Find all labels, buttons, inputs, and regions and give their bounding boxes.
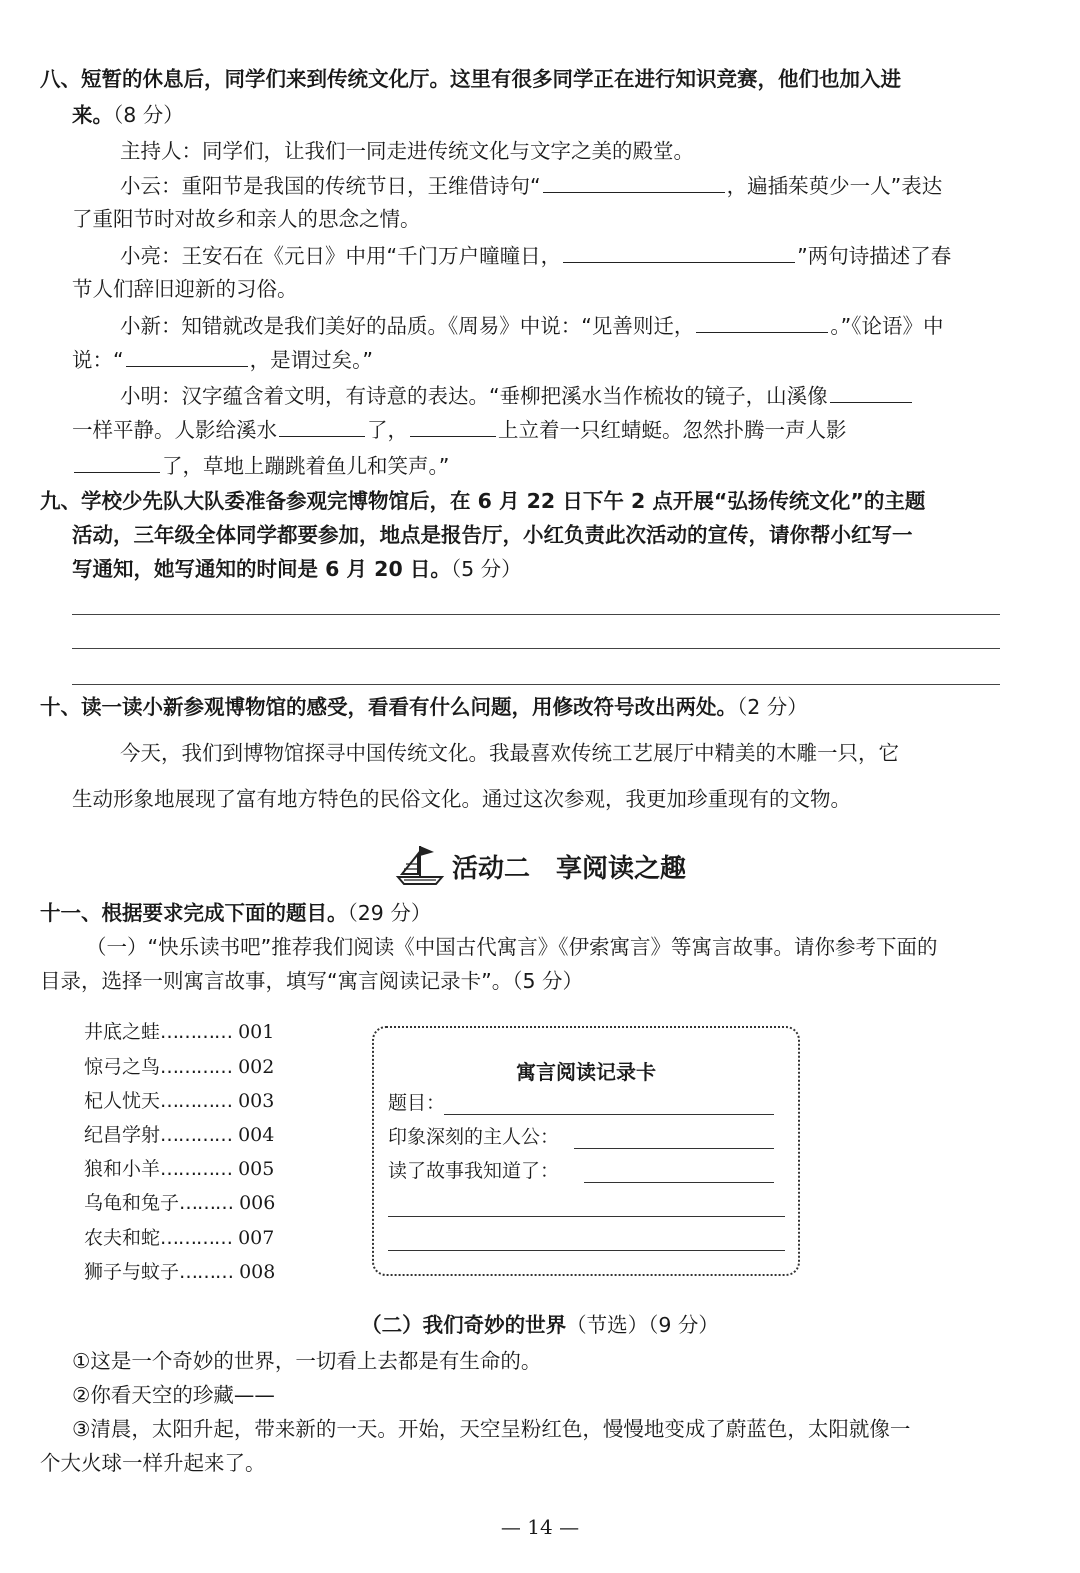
q11-sub2-title: （二）我们奇妙的世界（节选）（9 分）: [361, 1313, 719, 1337]
q10-passage-line2: 生动形象地展现了富有地方特色的民俗文化。通过这次参观，我更加珍重现有的文物。: [72, 787, 851, 811]
q8-ming-line3: 了，草地上蹦跳着鱼儿和笑声。”: [0, 450, 1080, 481]
q8-ming-line: 小明：汉字蕴含着文明，有诗意的表达。“垂柳把溪水当作梳妆的镜子，山溪像: [0, 380, 1080, 411]
q10-heading: 十、读一读小新参观博物馆的感受，看看有什么问题，用修改符号改出两处。（2 分）: [40, 695, 808, 719]
q8-host-line: 主持人：同学们，让我们一同走进传统文化与文字之美的殿堂。: [120, 139, 694, 163]
answer-blank[interactable]: [279, 414, 365, 437]
q8-liang-line2: 节人们辞旧迎新的习俗。: [72, 277, 298, 301]
card-title: 寓言阅读记录卡: [516, 1060, 656, 1084]
q8-ming-line2: 一样平静。人影给溪水 了， 上立着一只红蜻蜓。忽然扑腾一声人影: [0, 414, 1080, 445]
passage-paragraph: ①这是一个奇妙的世界，一切看上去都是有生命的。: [72, 1349, 542, 1373]
toc-item: 狮子与蚊子……… 008: [84, 1261, 276, 1283]
card-learn-field[interactable]: [388, 1216, 785, 1217]
toc-item: 乌龟和兔子……… 006: [84, 1192, 276, 1214]
q8-yun-line: 小云：重阳节是我国的传统节日，王维借诗句“ ，遍插茱萸少一人”表达: [0, 170, 1080, 201]
q11-sub1-line2: 目录，选择一则寓言故事，填写“寓言阅读记录卡”。（5 分）: [40, 969, 584, 993]
toc-item: 惊弓之鸟………… 002: [84, 1056, 275, 1078]
sailboat-icon: [394, 842, 446, 897]
answer-blank[interactable]: [563, 240, 795, 263]
page-number: — 14 —: [500, 1515, 580, 1539]
toc-item: 狼和小羊………… 005: [84, 1158, 275, 1180]
reading-record-card: [372, 1026, 800, 1276]
q8-xin-line2: 说：“ ，是谓过矣。”: [0, 344, 1080, 375]
q11-sub1-line1: （一）“快乐读书吧”推荐我们阅读《中国古代寓言》《伊索寓言》等寓言故事。请你参考下面的: [86, 935, 938, 959]
q8-xin-line: 小新：知错就改是我们美好的品质。《周易》中说：“见善则迁， 。”《论语》中: [0, 310, 1080, 341]
answer-blank[interactable]: [696, 310, 828, 333]
q8-yun-line2: 了重阳节时对故乡和亲人的思念之情。: [72, 207, 421, 231]
writing-line[interactable]: [72, 648, 1000, 649]
toc-item: 杞人忧天………… 003: [84, 1090, 275, 1112]
card-learn-row: 读了故事我知道了：: [388, 1160, 560, 1182]
activity-title: [0, 842, 1080, 897]
answer-blank[interactable]: [830, 380, 912, 403]
writing-line[interactable]: [72, 614, 1000, 615]
answer-blank[interactable]: [74, 450, 160, 473]
toc-item: 井底之蛙………… 001: [84, 1021, 275, 1043]
card-title-row: 题目：: [388, 1092, 446, 1114]
activity-title-text: 活动二 享阅读之趣: [451, 854, 686, 884]
card-title-field[interactable]: [444, 1114, 774, 1115]
passage-paragraph: ③清晨，太阳升起，带来新的一天。开始，天空呈粉红色，慢慢地变成了蔚蓝色，太阳就像一: [72, 1417, 911, 1441]
card-learn-field[interactable]: [584, 1182, 774, 1183]
toc-item: 农夫和蛇………… 007: [84, 1227, 275, 1249]
card-hero-row: 印象深刻的主人公：: [388, 1126, 560, 1148]
q8-heading-cont: 来。（8 分）: [72, 103, 184, 127]
q11-heading: 十一、根据要求完成下面的题目。（29 分）: [40, 901, 432, 925]
answer-blank[interactable]: [126, 344, 248, 367]
q9-heading-3: 写通知，她写通知的时间是 6 月 20 日。（5 分）: [72, 557, 522, 581]
passage-paragraph: ②你看天空的珍藏——: [72, 1383, 275, 1407]
q9-heading: 九、学校少先队大队委准备参观完博物馆后，在 6 月 22 日下午 2 点开展“弘扬传统文化”的主题: [40, 489, 926, 513]
q9-heading-2: 活动，三年级全体同学都要参加，地点是报告厅，小红负责此次活动的宣传，请你帮小红写一: [72, 523, 913, 547]
answer-blank[interactable]: [543, 170, 725, 193]
q8-heading: 八、短暂的休息后，同学们来到传统文化厅。这里有很多同学正在进行知识竞赛，他们也加入进: [40, 67, 901, 91]
answer-blank[interactable]: [410, 414, 496, 437]
writing-line[interactable]: [72, 684, 1000, 685]
toc-item: 纪昌学射………… 004: [84, 1124, 275, 1146]
card-learn-field[interactable]: [388, 1250, 785, 1251]
passage-paragraph-cont: 个大火球一样升起来了。: [40, 1451, 266, 1475]
q10-passage-line1: 今天，我们到博物馆探寻中国传统文化。我最喜欢传统工艺展厅中精美的木雕一只，它: [120, 741, 899, 765]
q8-liang-line: 小亮：王安石在《元日》中用“千门万户曈曈日， ”两句诗描述了春: [0, 240, 1080, 271]
card-hero-field[interactable]: [574, 1148, 774, 1149]
